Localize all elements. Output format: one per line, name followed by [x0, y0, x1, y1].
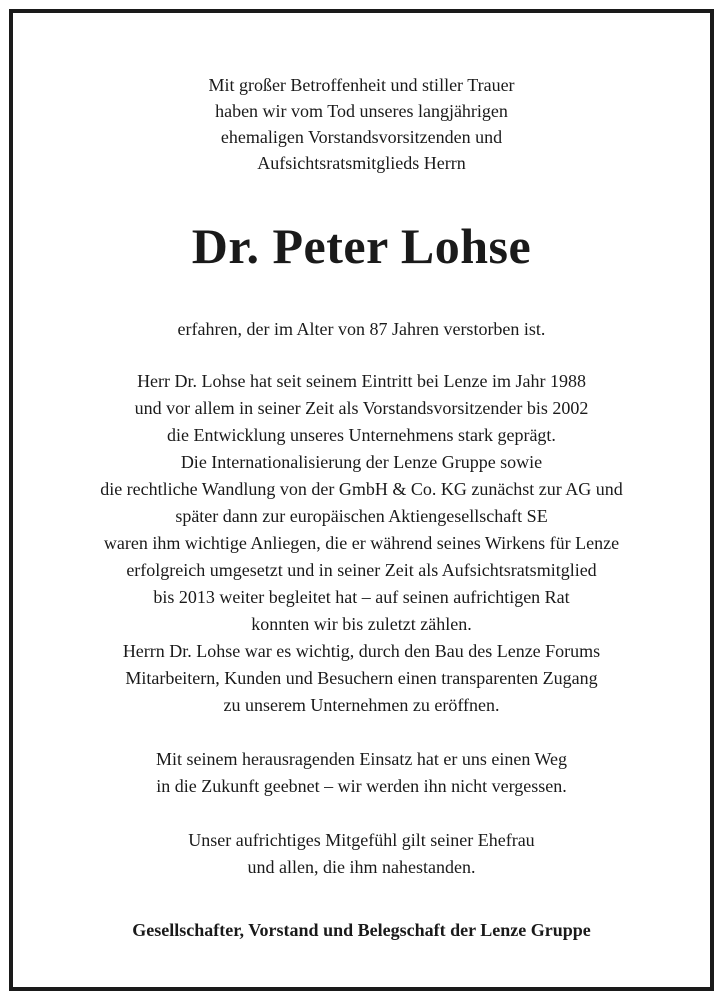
obituary-notice [9, 9, 714, 943]
deceased-name-heading: Dr. Peter Lohse [191, 218, 532, 274]
age-line: erfahren, der im Alter von 87 Jahren verstorben ist. [177, 319, 546, 339]
condolence-paragraph: Unser aufrichtiges Mitgefühl gilt seiner Ehefrau und allen, die ihm nahestanden. [188, 830, 535, 877]
intro-paragraph: Mit großer Betroffenheit und stiller Trauer haben wir vom Tod unseres langjährigen ehemaligen Vorstandsvorsitzenden und Aufsichtsratsmitglieds Herrn [208, 75, 515, 173]
signature-line: Gesellschafter, Vorstand und Belegschaft der Lenze Gruppe [132, 920, 591, 940]
tribute-paragraph: Mit seinem herausragenden Einsatz hat er uns einen Weg in die Zukunft geebnet – wir werden ihn nicht vergessen. [155, 749, 568, 796]
biography-paragraph: Herr Dr. Lohse hat seit seinem Eintritt bei Lenze im Jahr 1988 und vor allem in seiner Zeit als Vorstandsvorsitzender bis 2002 die Entwicklung unseres Unternehmens stark geprägt. Die Internationalisierung der Lenze Gruppe sowie die rechtliche Wandlung von der GmbH & Co. KG zunächst zur AG und später dann zur europäischen Aktiengesellschaft SE waren ihm wichtige Anliegen, die er während seines Wirkens für Lenze erfolgreich umgesetzt und in seiner Zeit als Aufsichtsratsmitglied bis 2013 weiter begleitet hat – auf seinen aufrichtigen Rat konnten wir bis zuletzt zählen. Herrn Dr. Lohse war es wichtig, durch den Bau des Lenze Forums Mitarbeitern, Kunden und Besuchern einen transparenten Zugang zu unserem Unternehmen zu eröffnen. [100, 371, 623, 715]
